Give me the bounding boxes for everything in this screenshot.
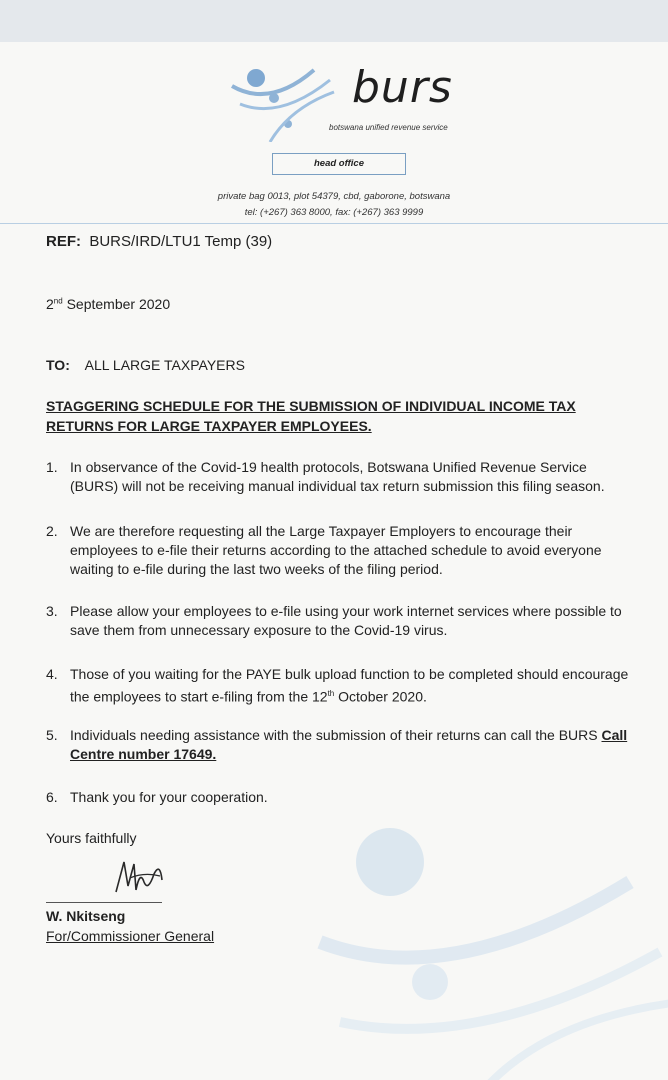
list-item-3	[46, 602, 652, 640]
item-text	[70, 726, 652, 745]
signatory-title: For/Commissioner General	[46, 928, 215, 944]
recipient-line	[46, 357, 245, 373]
item-text	[70, 684, 652, 707]
item-text: save them from unnecessary exposure to the Covid-19 virus.	[70, 622, 448, 638]
letterhead-address: private bag 0013, plot 54379, cbd, gaborone, botswana	[217, 191, 451, 202]
list-item-4	[46, 665, 652, 707]
item-number: 4.	[46, 666, 58, 682]
list-item-1	[46, 458, 652, 496]
to-label: TO:	[46, 357, 70, 373]
subject-line-1: STAGGERING SCHEDULE FOR THE SUBMISSION OF INDIVIDUAL INCOME TAX	[46, 398, 576, 414]
ref-label: REF:	[46, 233, 81, 250]
item-text: employees to e-file their returns according to the attached schedule to avoid everyone	[70, 542, 602, 558]
list-item-5	[46, 726, 652, 764]
ref-value: BURS/IRD/LTU1 Temp (39)	[89, 233, 273, 250]
brand-name: burs	[352, 62, 453, 113]
call-centre-text: Call	[601, 727, 628, 743]
signature-line	[46, 902, 162, 903]
item-text: (BURS) will not be receiving manual individual tax return submission this filing season.	[70, 478, 605, 494]
item-text: Thank you for your cooperation.	[70, 789, 268, 805]
item-text-part: the employees to start e-filing from the 12	[70, 688, 328, 705]
item-text: We are therefore requesting all the Large Taxpayer Employers to encourage their	[70, 523, 573, 539]
closing-salutation: Yours faithfully	[46, 830, 137, 846]
top-margin-band	[0, 0, 668, 42]
item-number: 2.	[46, 523, 58, 539]
item-text: waiting to e-file during the last two weeks of the filing period.	[70, 561, 443, 577]
list-item-2	[46, 522, 652, 579]
item-number: 3.	[46, 603, 58, 619]
item-number: 5.	[46, 727, 58, 743]
reference-line	[46, 233, 272, 250]
signatory-name: W. Nkitseng	[46, 908, 126, 924]
item-text: In observance of the Covid-19 health protocols, Botswana Unified Revenue Service	[70, 459, 587, 475]
item-number: 1.	[46, 459, 58, 475]
handwritten-signature	[110, 852, 170, 902]
burs-logo-icon	[230, 64, 340, 142]
to-value: ALL LARGE TAXPAYERS	[84, 357, 245, 373]
letterhead-phone: tel: (+267) 363 8000, fax: (+267) 363 9999	[244, 207, 424, 218]
list-item-6	[46, 788, 652, 807]
letter-date	[46, 296, 170, 312]
subject-line-2: RETURNS FOR LARGE TAXPAYER EMPLOYEES.	[46, 418, 372, 434]
date-day: 2	[46, 296, 54, 312]
item-sup: th	[327, 689, 335, 698]
date-rest: September 2020	[66, 296, 171, 312]
item-text: Those of you waiting for the PAYE bulk upload function to be completed should encourage	[70, 666, 629, 682]
letterhead-rule	[0, 223, 668, 224]
item-text-part: October 2020.	[334, 688, 427, 705]
date-suffix: nd	[53, 296, 63, 306]
call-centre-number: Centre number 17649.	[70, 746, 217, 762]
item-text-part: Individuals needing assistance with the submission of their returns can call the BURS	[70, 727, 602, 743]
brand-full-name: botswana unified revenue service	[329, 123, 448, 132]
item-text: Please allow your employees to e-file using your work internet services where possible to	[70, 603, 622, 619]
item-number: 6.	[46, 789, 58, 805]
letter-page	[0, 42, 668, 1080]
head-office-box: head office	[272, 153, 406, 175]
watermark-logo	[300, 822, 668, 1080]
